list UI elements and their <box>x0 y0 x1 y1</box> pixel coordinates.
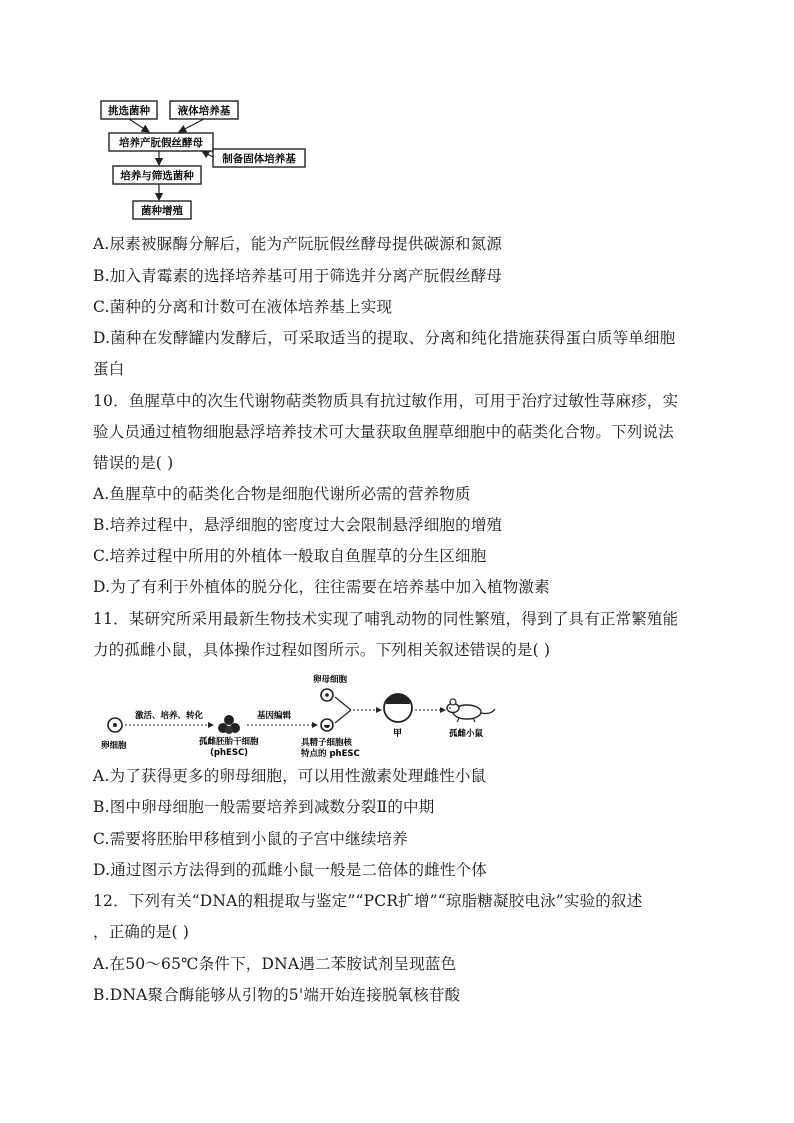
sperm-like-label-1: 具精子细胞核 <box>301 738 353 748</box>
flow-box-liquid-medium <box>170 101 238 119</box>
oocyte-label: 卵母细胞 <box>313 675 348 685</box>
q9-option-c: C.菌种的分离和计数可在液体培养基上实现 <box>93 298 393 316</box>
q11-option-b: B.图中卵母细胞一般需要培养到减数分裂Ⅱ的中期 <box>93 798 435 816</box>
sperm-like-label-2: 特点的 phESC <box>301 749 360 759</box>
flow-box-strain-proliferation <box>133 201 191 219</box>
q9-option-a: A.尿素被脲酶分解后，能为产阮朊假丝酵母提供碳源和氮源 <box>93 235 503 253</box>
q11-option-d: D.通过图示方法得到的孤雌小鼠一般是二倍体的雌性个体 <box>93 861 488 879</box>
q12-option-a: A.在50～65℃条件下，DNA遇二苯胺试剂呈现蓝色 <box>93 955 457 973</box>
flow-box-solid-medium-label: 制备固体培养基 <box>222 153 296 165</box>
egg-cell-icon <box>108 718 122 732</box>
q10-option-d: D.为了有利于外植体的脱分化，往往需要在培养基中加入植物激素 <box>93 578 550 596</box>
stem-cell-cluster-icon <box>218 715 240 734</box>
q11-stem-line1: 11．某研究所采用最新生物技术实现了哺乳动物的同性繁殖，得到了具有正常繁殖能 <box>93 610 679 628</box>
q10-stem-line2: 验人员通过植物细胞悬浮培养技术可大量获取鱼腥草细胞中的萜类化合物。下列说法 <box>93 423 674 441</box>
flow-box-select-strain <box>101 101 157 119</box>
flow-box-screen-strain-label: 培养与筛选菌种 <box>120 170 194 182</box>
flow-box-select-strain-label: 挑选菌种 <box>108 105 150 117</box>
embryo-icon <box>384 694 412 722</box>
q12-stem-line2: ，正确的是( ) <box>93 923 190 941</box>
flow-arrow <box>179 119 204 132</box>
q10-option-b: B.培养过程中，悬浮细胞的密度过大会限制悬浮细胞的增殖 <box>93 516 503 534</box>
step-gene-edit-label: 基因编辑 <box>257 711 292 721</box>
flow-box-screen-strain <box>113 166 201 184</box>
culture-flowchart <box>95 96 315 222</box>
flow-box-liquid-medium-label: 液体培养基 <box>177 105 231 117</box>
q9-option-d: D.菌种在发酵罐内发酵后，可采取适当的提取、分离和纯化措施获得蛋白质等单细胞 <box>93 329 676 347</box>
q10-stem-line3: 错误的是( ) <box>93 454 174 472</box>
q9-option-b: B.加入青霉素的选择培养基可用于筛选并分离产朊假丝酵母 <box>93 267 503 285</box>
edited-phesc-icon <box>321 719 333 731</box>
flow-box-culture-yeast <box>109 133 213 151</box>
flow-box-culture-yeast-label: 培养产朊假丝酵母 <box>119 137 203 149</box>
stem-cell-sub-label: (phESC) <box>210 748 249 758</box>
q9-option-d-cont: 蛋白 <box>93 360 125 378</box>
q11-option-a: A.为了获得更多的卵母细胞，可以用性激素处理雌性小鼠 <box>93 767 487 785</box>
merge-line <box>335 710 351 723</box>
flow-box-strain-proliferation-label: 菌种增殖 <box>141 205 183 217</box>
stem-cell-label: 孤雌胚胎干细胞 <box>199 737 259 747</box>
flow-arrow <box>129 119 149 132</box>
q10-stem-line1: 10．鱼腥草中的次生代谢物萜类物质具有抗过敏作用，可用于治疗过敏性荨麻疹，实 <box>93 392 679 410</box>
flow-box-solid-medium <box>213 149 305 167</box>
q10-option-a: A.鱼腥草中的萜类化合物是细胞代谢所必需的营养物质 <box>93 485 471 503</box>
merge-line <box>335 697 351 710</box>
flow-arrow <box>202 151 213 157</box>
q10-option-c: C.培养过程中所用的外植体一般取自鱼腥草的分生区细胞 <box>93 547 487 565</box>
embryo-label: 甲 <box>393 729 403 739</box>
oocyte-icon <box>321 689 333 701</box>
q11-option-c: C.需要将胚胎甲移植到小鼠的子宫中继续培养 <box>93 830 408 848</box>
q12-stem-line1: 12．下列有关“DNA的粗提取与鉴定”“PCR扩增”“琼脂糖凝胶电泳”实验的叙述 <box>93 892 643 910</box>
parthenogenesis-diagram <box>95 670 515 762</box>
mouse-icon <box>447 699 495 722</box>
egg-cell-label: 卵细胞 <box>101 741 127 751</box>
q11-stem-line2: 力的孤雌小鼠，具体操作过程如图所示。下列相关叙述错误的是( ) <box>93 641 551 659</box>
q12-option-b: B.DNA聚合酶能够从引物的5'端开始连接脱氧核苷酸 <box>93 986 461 1004</box>
step-activate-label: 激活、培养、转化 <box>135 711 204 721</box>
mouse-label: 孤雌小鼠 <box>449 729 484 739</box>
